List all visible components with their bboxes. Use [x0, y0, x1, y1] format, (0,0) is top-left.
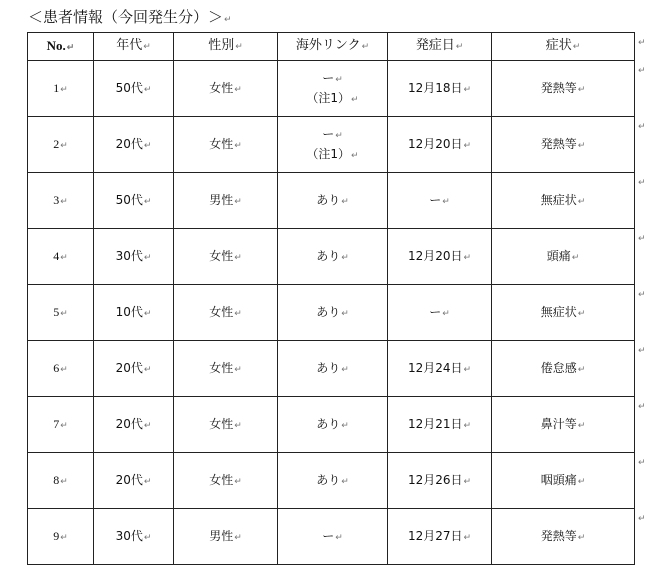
cell-mark: ↵ [455, 42, 464, 52]
cell-onset-date: 12月20日↵ [388, 229, 492, 285]
cell-onset-date: 12月27日↵ [388, 509, 492, 565]
table-heading [28, 7, 232, 30]
cell-mark: ↵ [577, 532, 586, 543]
cell-age: 10代↵ [94, 285, 174, 341]
cell-onset-date: ー↵ [388, 173, 492, 229]
cell-mark: ↵ [60, 252, 68, 262]
patient-table-body [28, 33, 635, 565]
cell-mark: ↵ [361, 42, 370, 52]
cell-mark: ↵ [577, 196, 586, 207]
cell-mark: ↵ [143, 252, 152, 263]
cell-age: 20代↵ [94, 117, 174, 173]
cell-symptom: 頭痛↵ [492, 229, 635, 285]
cell-overseas-link: あり↵ [278, 397, 388, 453]
header-cell-onset-date: 発症日↵ [388, 33, 492, 61]
cell-mark: ↵ [463, 476, 472, 487]
header-cell-age: 年代↵ [94, 33, 174, 61]
cell-sex: 女性↵ [174, 453, 278, 509]
cell-symptom: 咽頭痛↵ [492, 453, 635, 509]
cell-symptom: 倦怠感↵ [492, 341, 635, 397]
cell-symptom: 発熱等↵ [492, 61, 635, 117]
cell-mark: ↵ [234, 84, 242, 95]
cell-onset-date: ー↵ [388, 285, 492, 341]
cell-mark: ↵ [463, 84, 472, 95]
cell-mark: ↵ [351, 150, 359, 161]
table-row [28, 117, 635, 173]
cell-mark: ↵ [234, 420, 242, 431]
cell-onset-date: 12月21日↵ [388, 397, 492, 453]
cell-mark: ↵ [351, 94, 359, 105]
cell-mark: ↵ [234, 364, 242, 375]
cell-mark: ↵ [143, 420, 152, 431]
cell-mark: ↵ [577, 84, 586, 95]
table-row [28, 397, 635, 453]
cell-mark: ↵ [235, 42, 243, 52]
table-row [28, 509, 635, 565]
cell-mark: ↵ [234, 476, 242, 487]
cell-sex: 男性↵ [174, 173, 278, 229]
cell-mark: ↵ [463, 364, 472, 375]
cell-mark: ↵ [463, 532, 472, 543]
header-cell-symptom: 症状↵ [492, 33, 635, 61]
cell-overseas-link: あり↵ [278, 229, 388, 285]
cell-onset-date: 12月26日↵ [388, 453, 492, 509]
row-end-mark: ↵ [638, 234, 646, 244]
cell-mark: ↵ [143, 364, 152, 375]
cell-mark: ↵ [60, 84, 68, 94]
cell-mark: ↵ [60, 532, 68, 542]
cell-mark: ↵ [341, 252, 349, 263]
table-row [28, 453, 635, 509]
patient-table [27, 32, 635, 565]
row-end-mark: ↵ [638, 402, 646, 412]
cell-mark: ↵ [143, 42, 151, 52]
row-end-mark: ↵ [638, 66, 646, 76]
cell-mark: ↵ [577, 420, 586, 431]
table-row [28, 61, 635, 117]
cell-mark: ↵ [66, 42, 75, 52]
cell-overseas-link: あり↵ [278, 341, 388, 397]
cell-mark: ↵ [60, 140, 68, 150]
cell-mark: ↵ [60, 196, 68, 206]
header-cell-overseas-link: 海外リンク↵ [278, 33, 388, 61]
cell-no: 6↵ [28, 341, 94, 397]
cell-mark: ↵ [463, 420, 472, 431]
cell-no: 5↵ [28, 285, 94, 341]
header-cell-sex: 性別↵ [174, 33, 278, 61]
row-end-mark: ↵ [638, 514, 646, 524]
cell-onset-date: 12月18日↵ [388, 61, 492, 117]
cell-symptom: 無症状↵ [492, 173, 635, 229]
table-row [28, 229, 635, 285]
cell-symptom: 鼻汁等↵ [492, 397, 635, 453]
cell-mark: ↵ [577, 308, 586, 319]
table-header-row [28, 33, 635, 61]
cell-overseas-link: ー↵ （注1）↵ [278, 61, 388, 117]
cell-no: 1↵ [28, 61, 94, 117]
cell-overseas-link: あり↵ [278, 453, 388, 509]
cell-no: 9↵ [28, 509, 94, 565]
cell-no: 4↵ [28, 229, 94, 285]
cell-no: 2↵ [28, 117, 94, 173]
cell-mark: ↵ [234, 196, 242, 207]
cell-mark: ↵ [143, 196, 152, 207]
cell-mark: ↵ [143, 84, 152, 95]
cell-mark: ↵ [577, 364, 586, 375]
cell-mark: ↵ [143, 532, 152, 543]
cell-mark: ↵ [463, 252, 472, 263]
cell-mark: ↵ [341, 420, 349, 431]
cell-age: 30代↵ [94, 509, 174, 565]
cell-no: 3↵ [28, 173, 94, 229]
cell-symptom: 発熱等↵ [492, 509, 635, 565]
cell-mark: ↵ [577, 476, 586, 487]
row-end-mark: ↵ [638, 122, 646, 132]
row-end-mark: ↵ [638, 458, 646, 468]
cell-mark: ↵ [143, 140, 152, 151]
cell-mark: ↵ [577, 140, 586, 151]
cell-age: 50代↵ [94, 61, 174, 117]
cell-age: 20代↵ [94, 397, 174, 453]
paragraph-mark: ↵ [224, 15, 232, 25]
cell-onset-date: 12月20日↵ [388, 117, 492, 173]
cell-overseas-link: ー↵ （注1）↵ [278, 117, 388, 173]
cell-sex: 女性↵ [174, 285, 278, 341]
cell-mark: ↵ [341, 196, 349, 207]
table-row [28, 285, 635, 341]
cell-overseas-link: あり↵ [278, 173, 388, 229]
cell-mark: ↵ [234, 308, 242, 319]
cell-mark: ↵ [341, 364, 349, 375]
cell-mark: ↵ [335, 532, 343, 543]
heading-text: ＜患者情報（今回発生分）＞ [28, 8, 224, 26]
cell-no: 7↵ [28, 397, 94, 453]
cell-mark: ↵ [60, 476, 68, 486]
cell-sex: 女性↵ [174, 397, 278, 453]
cell-mark: ↵ [60, 364, 68, 374]
table-row [28, 341, 635, 397]
table-row [28, 173, 635, 229]
row-end-mark: ↵ [638, 38, 646, 48]
cell-sex: 女性↵ [174, 341, 278, 397]
cell-mark: ↵ [571, 252, 580, 263]
cell-mark: ↵ [60, 308, 68, 318]
cell-mark: ↵ [335, 74, 343, 85]
cell-age: 20代↵ [94, 453, 174, 509]
cell-mark: ↵ [234, 532, 242, 543]
cell-no: 8↵ [28, 453, 94, 509]
cell-overseas-link: ー↵ [278, 509, 388, 565]
cell-mark: ↵ [143, 476, 152, 487]
cell-mark: ↵ [442, 196, 450, 207]
cell-age: 30代↵ [94, 229, 174, 285]
row-end-mark: ↵ [638, 178, 646, 188]
cell-mark: ↵ [143, 308, 152, 319]
cell-mark: ↵ [463, 140, 472, 151]
cell-symptom: 発熱等↵ [492, 117, 635, 173]
cell-symptom: 無症状↵ [492, 285, 635, 341]
cell-onset-date: 12月24日↵ [388, 341, 492, 397]
cell-mark: ↵ [442, 308, 450, 319]
cell-mark: ↵ [60, 420, 68, 430]
row-end-mark: ↵ [638, 290, 646, 300]
cell-mark: ↵ [234, 252, 242, 263]
cell-mark: ↵ [341, 476, 349, 487]
cell-age: 50代↵ [94, 173, 174, 229]
cell-sex: 女性↵ [174, 117, 278, 173]
cell-sex: 女性↵ [174, 61, 278, 117]
cell-overseas-link: あり↵ [278, 285, 388, 341]
cell-mark: ↵ [234, 140, 242, 151]
header-cell-no: No.↵ [28, 33, 94, 61]
cell-mark: ↵ [572, 42, 581, 52]
cell-mark: ↵ [341, 308, 349, 319]
cell-sex: 女性↵ [174, 229, 278, 285]
cell-mark: ↵ [335, 130, 343, 141]
cell-sex: 男性↵ [174, 509, 278, 565]
row-end-mark: ↵ [638, 346, 646, 356]
cell-age: 20代↵ [94, 341, 174, 397]
